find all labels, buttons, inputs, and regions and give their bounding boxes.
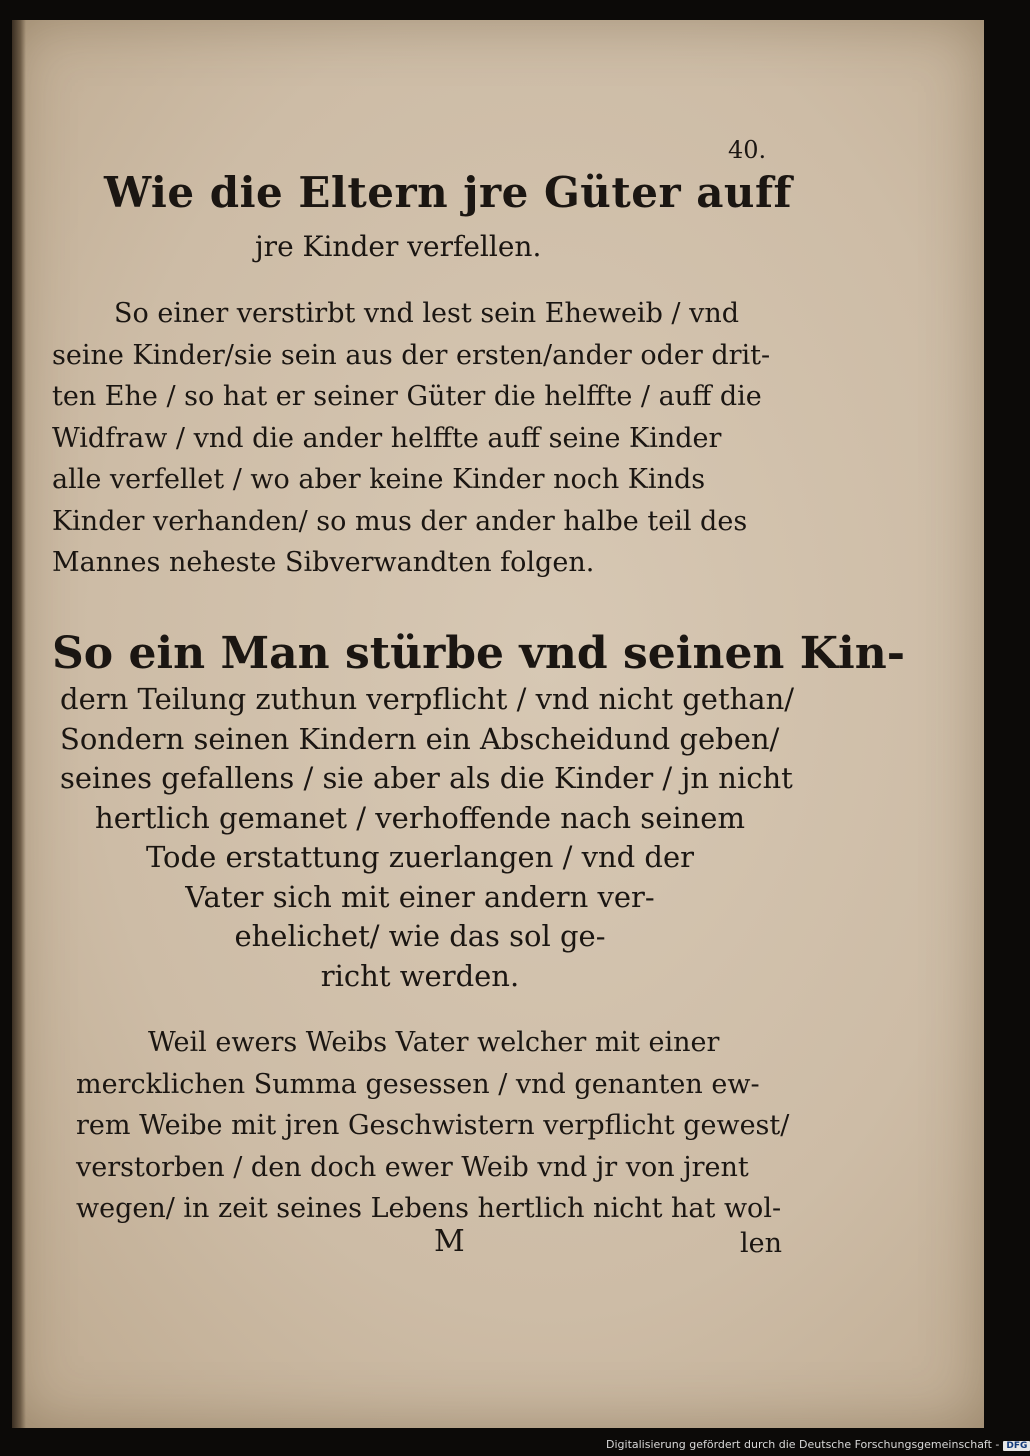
folio-number: 40. — [728, 136, 767, 164]
heading2-line: Vater sich mit einer andern ver- — [185, 879, 655, 914]
heading2-line: hertlich gemanet / verhoffende nach seinem — [95, 800, 745, 835]
paragraph2-line: wegen/ in zeit seines Lebens hertlich nicht hat wol- — [76, 1193, 782, 1224]
heading2-block — [0, 680, 840, 996]
footer-text: Digitalisierung gefördert durch die Deutsche Forschungsgemeinschaft - — [606, 1438, 1000, 1451]
heading2-line: seines gefallens / sie aber als die Kinder / jn nicht — [60, 761, 793, 795]
signature-mark: M — [434, 1224, 465, 1259]
heading2-line: Sondern seinen Kindern ein Abscheidund geben/ — [60, 721, 780, 756]
heading1-line2: jre Kinder verfellen. — [255, 230, 542, 263]
paragraph1-line: alle verfellet / wo aber keine Kinder noch Kinds — [52, 464, 706, 495]
paragraph2-line: mercklichen Summa gesessen / vnd genanten ew- — [76, 1068, 760, 1100]
heading2-line: richt werden. — [320, 958, 520, 993]
heading2-line: dern Teilung zuthun verpflicht / vnd nicht gethan/ — [60, 682, 795, 716]
paragraph2 — [76, 1022, 796, 1230]
digitization-footer — [606, 1438, 1030, 1451]
heading2-line: Tode erstattung zuerlangen / vnd der — [145, 840, 695, 874]
paragraph1-line: ten Ehe / so hat er seiner Güter die helffte / auff die — [52, 381, 762, 412]
paragraph1-line: seine Kinder/sie sein aus der ersten/ander oder drit- — [52, 339, 771, 371]
paragraph1 — [52, 293, 782, 584]
heading1-line1: Wie die Eltern jre Güter auff — [104, 168, 793, 217]
heading2-line: ehelichet/ wie das sol ge- — [234, 919, 606, 953]
paragraph1-line: Mannes neheste Sibverwandten folgen. — [52, 547, 595, 578]
paragraph1-line: Kinder verhanden/ so mus der ander halbe teil des — [52, 505, 748, 537]
paragraph2-line: Weil ewers Weibs Vater welcher mit einer — [148, 1027, 720, 1058]
paragraph1-line: So einer verstirbt vnd lest sein Eheweib / vnd — [114, 298, 740, 329]
dfg-logo: DFG — [1003, 1441, 1030, 1451]
heading2-first-line: So ein Man stürbe vnd seinen Kin- — [52, 628, 905, 679]
paragraph2-line: rem Weibe mit jren Geschwistern verpflicht gewest/ — [76, 1110, 790, 1141]
catchword: len — [740, 1228, 783, 1259]
paragraph2-line: verstorben / den doch ewer Weib vnd jr von jrent — [76, 1151, 749, 1183]
paragraph1-line: Widfraw / vnd die ander helffte auff seine Kinder — [52, 422, 722, 454]
